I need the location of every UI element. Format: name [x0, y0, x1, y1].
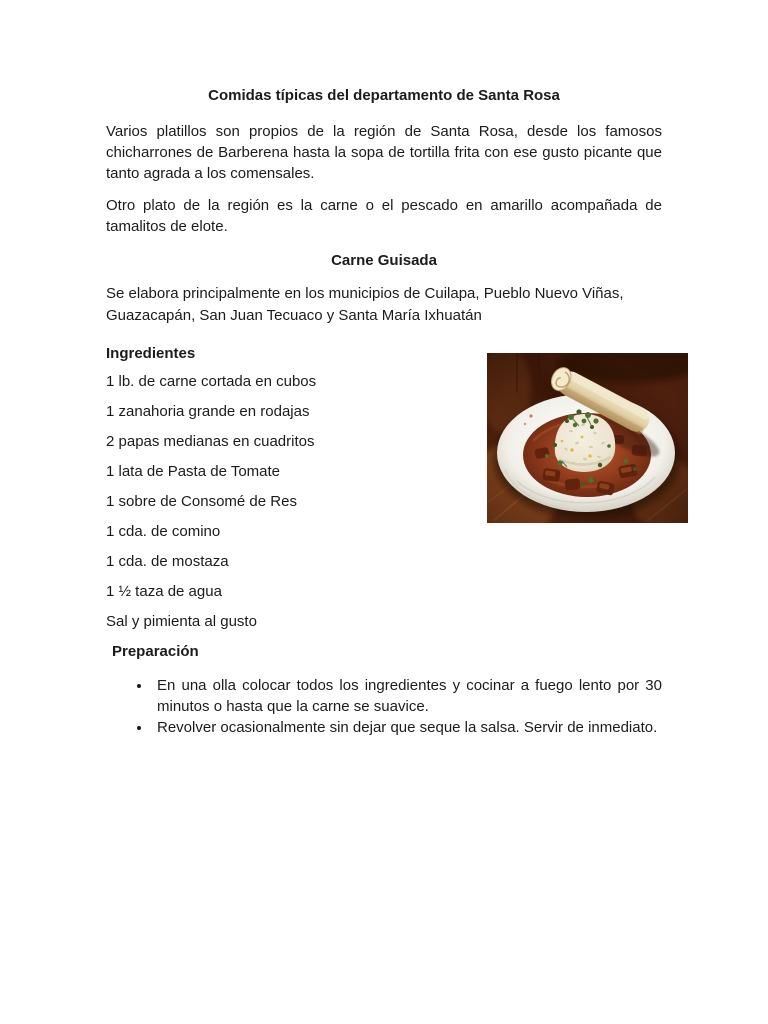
- recipe-regions-paragraph: Se elabora principalmente en los municipios de Cuilapa, Pueblo Nuevo Viñas, Guazacapán, San Juan Tecuaco y Santa María Ixhuatán: [106, 285, 624, 324]
- ingredient-item: 1 ½ taza de agua: [106, 583, 222, 600]
- ingredients-heading: Ingredientes: [106, 345, 196, 362]
- ingredient-item: 1 lata de Pasta de Tomate: [106, 463, 281, 480]
- recipe-photo: [487, 353, 688, 523]
- ingredient-item: 1 zanahoria grande en rodajas: [106, 403, 310, 420]
- ingredient-item: 1 sobre de Consomé de Res: [106, 493, 297, 510]
- document-title: Comidas típicas del departamento de Santa Rosa: [208, 87, 560, 104]
- intro-paragraph: Varios platillos son propios de la región de Santa Rosa, desde los famosos chicharrones de Barberena hasta la sopa de tortilla frita con ese gusto picante que tanto agrada a los comensales.: [106, 123, 662, 182]
- preparation-step: • Revolver ocasionalmente sin dejar que seque la salsa. Servir de inmediato.: [152, 717, 662, 738]
- ingredient-item: Sal y pimienta al gusto: [106, 613, 257, 630]
- preparation-heading: Preparación: [112, 643, 199, 660]
- recipe-photo-image: [487, 353, 688, 523]
- preparation-step: • En una olla colocar todos los ingredientes y cocinar a fuego lento por 30 minutos o hasta que la carne se suavice.: [152, 675, 662, 717]
- ingredient-item: 1 cda. de mostaza: [106, 553, 229, 570]
- ingredient-item: 1 cda. de comino: [106, 523, 221, 540]
- second-paragraph: Otro plato de la región es la carne o el pescado en amarillo acompañada de tamalitos de elote.: [106, 197, 662, 235]
- recipe-title: Carne Guisada: [331, 252, 437, 269]
- ingredient-item: 1 lb. de carne cortada en cubos: [106, 373, 317, 390]
- photo-vignette: [487, 353, 688, 523]
- ingredient-item: 2 papas medianas en cuadritos: [106, 433, 315, 450]
- preparation-steps-list: [106, 675, 662, 738]
